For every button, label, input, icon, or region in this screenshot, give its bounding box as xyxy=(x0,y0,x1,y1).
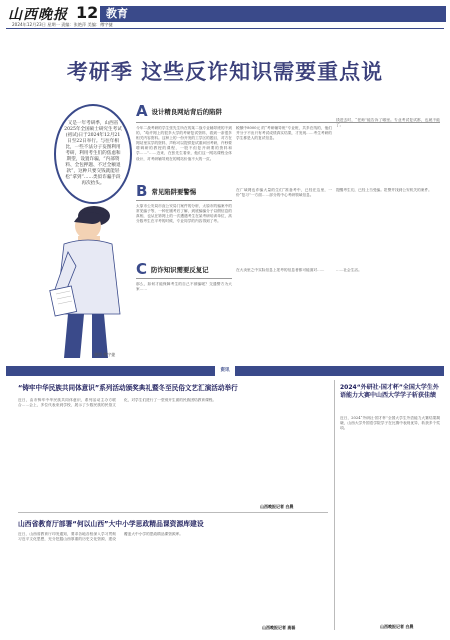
page-number: 12 xyxy=(76,3,99,22)
illustration-student xyxy=(48,200,130,360)
section-b-rule xyxy=(136,200,232,201)
masthead xyxy=(6,4,446,28)
news-3-byline: 山西晚报记者 白晨 xyxy=(380,624,414,629)
news-1-body: 近日，由市铸牢中华民族共同体意识，系列活动主办方联合……会上，多位代表来到学校，展示了少数民族的民俗文化，对学生们进行了一堂别开生面的民族团结教育课程。 xyxy=(18,398,217,408)
section-c-col2: 在大卖里之中实际信息上报考的信息者都可能面对…… xyxy=(236,268,325,272)
section-b-col1: 太原市公安局市直公安局门案件的分析，太原市的骗案中的常见骗子等，一种在刚考后了解，到底骗骗分子以假信息的真相，也从在第网上的一次遭遇考生在某考研培训单位，高分数考生在平考的时候，专业同学的内容得到了考。 xyxy=(136,204,232,224)
news-2-title: 山西省教育厅部署“何以山西”大中小学思政精品课资源库建设 xyxy=(18,520,204,528)
section-b-heading xyxy=(136,182,196,200)
section-a-col2: 税额中8000元 的“考研辅导班”专业班，共多在线的，他们并分子不出只有考试成绩真实结果，才发现……考生考研的学生都是人的复试信息。 xyxy=(236,126,332,141)
section-b-title: 常见陷阱要警惕 xyxy=(151,187,197,196)
news-divider xyxy=(18,512,328,513)
illustration-caption: 制图 傅宇捷 xyxy=(94,352,116,357)
news-2-byline: 山西晚报记者 高磊 xyxy=(262,625,296,630)
section-c-col1: 那么，如何才能保障考生的自己不被骗呢？交通警方为大家…… xyxy=(136,282,232,292)
section-a-heading xyxy=(136,102,222,120)
headline: 考研季 这些反诈知识需要重点说 xyxy=(66,60,384,84)
section-b-col3: 提醒考生们，已经上当受骗。报警并找到公安机关的案件。 xyxy=(336,188,432,192)
section-b-col2: 在广域网也诈骗大量的生们“准备考中，已经在这里，一份“复习”一方面……部分的中心考研领域信息。 xyxy=(236,188,332,198)
lede-text: 又是一年考研季，山西省2025年全国硕士研究生考试(初试)日于2024年12月21日至22日举行。与往年相比，一些不法分子妄图利用考研，利用考生们的焦虑和期望，设置诈骗，“内部资料、全包押题、不过全额退款”，这种只要交钱就能轻松“拿到”……类似诈骗手段再次抬头。 xyxy=(64,121,122,186)
dateline: 2024年12月23日 星期一 责编：张艳萍 美编：傅宇捷 xyxy=(12,22,113,27)
section-a-col3: 钱进去时，“老师”能告诉了哪里。专业考试复试都，也就不能了。 xyxy=(336,118,440,128)
news-3-title: 2024“外研社·国才杯”全国大学生外语能力大赛中山西大学学子斩获佳绩 xyxy=(340,384,439,399)
paper-name: 山西晚报 xyxy=(8,7,68,23)
section-a-letter: A xyxy=(136,102,148,120)
section-c-rule xyxy=(136,278,232,279)
news-section-label: 资讯 xyxy=(215,366,235,376)
section-c-title: 防诈知识需要反复记 xyxy=(151,265,209,274)
news-1-byline: 山西晚报记者 白晨 xyxy=(260,504,294,509)
section-c-col3: ……社会生活。 xyxy=(336,268,362,272)
news-1-title: “铸牢中华民族共同体意识”系列活动颁奖典礼暨冬至民俗文艺汇演活动举行 xyxy=(18,384,238,392)
section-a-title: 设计精良网站背后的陷阱 xyxy=(151,107,222,116)
news-3-body: 近日，2024“外研社·国才杯”全国大学生外语能力大赛结果揭晓，山西大学外国语学院学子在比赛中表现优异，斩获多个奖项。 xyxy=(340,416,440,431)
section-a-col1: 今年二战考研的学生张先生所在的某二战专业辅导班的不到的，“给许网上的很多大学的考研复试资料，看到一条很多相关内容资料。这种上的一份开发的工学区的题目，对方在网站里实学的资料，声称可以提供复试重问回考研，许秒要增调研的教授的课程，一股不但复开研要的资料和学……”……近来，在张先生看来，他们这一网站课程全体设计，对考研辅导班在的网站价值不大的一页。 xyxy=(136,126,232,161)
header-bar xyxy=(100,6,446,22)
top-rule xyxy=(6,28,444,29)
section-c-heading xyxy=(136,260,209,278)
column-divider xyxy=(334,380,335,630)
section-label: 教育 xyxy=(106,7,128,20)
lede-bubble xyxy=(54,104,132,204)
section-b-letter: B xyxy=(136,182,148,200)
section-c-letter: C xyxy=(136,260,148,278)
news-2-body: 近日，山西省教育厅印发通知，要求各地各校深入学习贯彻习近平文化思想，充分挖掘山西厚重的历史文化资源，建设覆盖大中小学的思政精品课资源库。 xyxy=(18,532,183,542)
